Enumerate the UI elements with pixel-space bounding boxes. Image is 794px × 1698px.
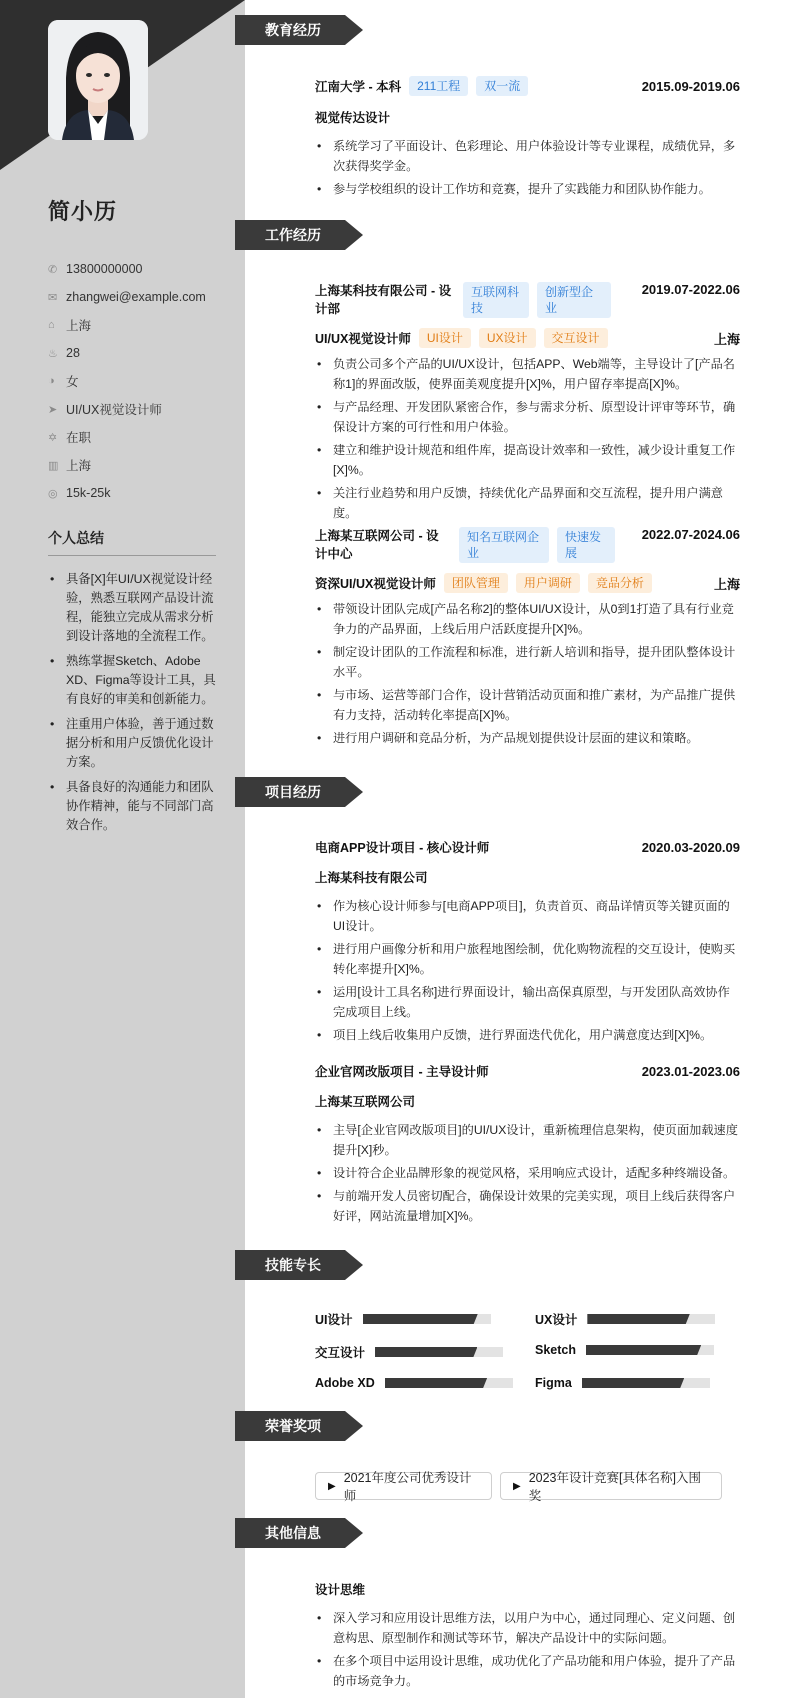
contact-info xyxy=(48,255,206,507)
tag: 竞品分析 xyxy=(588,573,652,593)
education-entry xyxy=(315,76,740,202)
summary-item: • 熟练掌握Sketch、Adobe XD、Figma等设计工具，具有良好的审美和创新能力。 xyxy=(48,652,216,709)
gender-icon: ◑ xyxy=(48,375,55,387)
bullet-item: • 作为核心设计师参与[电商APP项目]，负责首页、商品详情页等关键页面的UI设计。 xyxy=(315,896,740,936)
bullet-item: • 参与学校组织的设计工作坊和竞赛，提升了实践能力和团队协作能力。 xyxy=(315,179,740,199)
tag: 团队管理 xyxy=(444,573,508,593)
bullet-list xyxy=(315,896,740,1045)
skill-ui xyxy=(315,1310,491,1328)
bullet-list xyxy=(315,1120,740,1226)
bullet-item: • 与市场、运营等部门合作，设计营销活动页面和推广素材，为产品推广提供有力支持，活动转化率提高[X]%。 xyxy=(315,685,740,725)
send-icon: ➤ xyxy=(48,403,58,416)
money-icon: ◎ xyxy=(48,487,58,500)
section-title: 项目经历 xyxy=(235,777,345,807)
skill-bar xyxy=(586,1345,714,1355)
info-text: 28 xyxy=(66,346,80,360)
section-title: 技能专长 xyxy=(235,1250,345,1280)
info-status xyxy=(48,423,206,451)
project-title: 电商APP设计项目 - 核心设计师 xyxy=(315,841,490,855)
award-item xyxy=(500,1471,722,1503)
bullet-item: • 进行用户调研和竞品分析，为产品规划提供设计层面的建议和策略。 xyxy=(315,728,740,748)
bullet-item: • 主导[企业官网改版项目]的UI/UX设计，重新梳理信息架构，使页面加载速度提升[X]秒。 xyxy=(315,1120,740,1160)
skill-bar xyxy=(363,1314,491,1324)
section-title: 其他信息 xyxy=(235,1518,345,1548)
candidate-name: 简小历 xyxy=(48,199,118,224)
section-header-projects xyxy=(235,777,345,807)
tag: 交互设计 xyxy=(544,328,608,348)
summary-item: • 具备良好的沟通能力和团队协作精神，能与不同部门高效合作。 xyxy=(48,778,216,835)
section-header-work xyxy=(235,220,345,250)
tag: 创新型企业 xyxy=(537,282,611,318)
bullet-list xyxy=(315,136,740,199)
other-entry xyxy=(315,1580,740,1694)
company-name: 上海某互联网公司 - 设计中心 xyxy=(315,529,439,561)
info-job xyxy=(48,395,206,423)
summary-item: • 具备[X]年UI/UX视觉设计经验，熟悉互联网产品设计流程，能独立完成从需求分析到设计落地的全流程工作。 xyxy=(48,570,216,646)
skill-bar-fill xyxy=(385,1378,487,1388)
section-header-skills xyxy=(235,1250,345,1280)
tag: UX设计 xyxy=(479,328,536,348)
info-text: 15k-25k xyxy=(66,486,111,500)
skill-bar-fill xyxy=(375,1347,477,1357)
divider xyxy=(48,555,216,556)
tag: UI设计 xyxy=(419,328,471,348)
info-text: zhangwei@example.com xyxy=(66,290,206,304)
skill-name: Figma xyxy=(535,1376,572,1390)
bullet-item: • 建立和维护设计规范和组件库，提高设计效率和一致性，减少设计重复工作[X]%。 xyxy=(315,440,740,480)
bullet-item: • 设计符合企业品牌形象的视觉风格，采用响应式设计，适配多种终端设备。 xyxy=(315,1163,740,1183)
skill-bar xyxy=(582,1378,710,1388)
bullet-item: • 负责公司多个产品的UI/UX设计，包括APP、Web端等，主导设计了[产品名称1]的界面改版，使界面美观度提升[X]%，用户留存率提高[X]%。 xyxy=(315,354,740,394)
bullet-item: • 制定设计团队的工作流程和标准，进行新人培训和指导，提升团队整体设计水平。 xyxy=(315,642,740,682)
bullet-item: • 带领设计团队完成[产品名称2]的整体UI/UX设计，从0到1打造了具有行业竞争力的产品界面，上线后用户活跃度提升[X]%。 xyxy=(315,599,740,639)
skill-interaction xyxy=(315,1343,503,1361)
bullet-item: • 关注行业趋势和用户反馈，持续优化产品界面和交互流程，提升用户满意度。 xyxy=(315,483,740,523)
info-age xyxy=(48,339,206,367)
date-range: 2020.03-2020.09 xyxy=(641,839,740,855)
info-work-city xyxy=(48,451,206,479)
skill-bar-fill xyxy=(586,1345,701,1355)
date-range: 2015.09-2019.06 xyxy=(641,78,740,94)
major: 视觉传达设计 xyxy=(315,111,391,125)
section-header-awards xyxy=(235,1411,345,1441)
bullet-list xyxy=(315,599,740,748)
info-text: 在职 xyxy=(66,431,92,445)
project-company: 上海某科技有限公司 xyxy=(315,871,428,885)
cake-icon: ♨ xyxy=(48,347,58,360)
info-text: 女 xyxy=(66,375,79,389)
company-name: 上海某科技有限公司 - 设计部 xyxy=(315,284,452,316)
tag: 快速发展 xyxy=(557,527,615,563)
summary-item: • 注重用户体验，善于通过数据分析和用户反馈优化设计方案。 xyxy=(48,715,216,772)
skill-bar-fill xyxy=(363,1314,478,1324)
skill-name: UX设计 xyxy=(535,1313,578,1327)
award-text: 2023年设计竞赛[具体名称]入围奖 xyxy=(528,1471,701,1503)
tag: 211工程 xyxy=(409,76,468,96)
section-title: 荣誉奖项 xyxy=(235,1411,345,1441)
phone-icon: ✆ xyxy=(48,263,58,276)
job-title: 资深UI/UX视觉设计师 xyxy=(315,577,436,591)
location: 上海 xyxy=(713,576,740,592)
tag: 用户调研 xyxy=(516,573,580,593)
skill-xd xyxy=(315,1376,513,1390)
info-city xyxy=(48,311,206,339)
email-icon: ✉ xyxy=(48,291,58,304)
bullet-item: • 进行用户画像分析和用户旅程地图绘制，优化购物流程的交互设计，使购买转化率提升[X]%。 xyxy=(315,939,740,979)
section-header-other xyxy=(235,1518,345,1548)
bullet-item: • 系统学习了平面设计、色彩理论、用户体验设计等专业课程，成绩优异，多次获得奖学金。 xyxy=(315,136,740,176)
skill-sketch xyxy=(535,1343,714,1357)
project-entry xyxy=(315,1062,740,1229)
project-company: 上海某互联网公司 xyxy=(315,1095,416,1109)
skill-name: UI设计 xyxy=(315,1313,353,1327)
tag: 双一流 xyxy=(476,76,528,96)
avatar xyxy=(48,20,148,140)
section-header-education xyxy=(235,15,345,45)
tag: 互联网科技 xyxy=(463,282,529,318)
date-range: 2023.01-2023.06 xyxy=(641,1063,740,1079)
sidebar xyxy=(0,0,245,1698)
skill-bar xyxy=(375,1347,503,1357)
award-text: 2021年度公司优秀设计师 xyxy=(343,1471,472,1503)
skill-bar-fill xyxy=(587,1314,689,1324)
play-icon: ▶ xyxy=(328,1480,336,1492)
work-entry xyxy=(315,282,740,526)
info-text: 13800000000 xyxy=(66,262,143,276)
skill-bar-fill xyxy=(582,1378,684,1388)
bullet-list xyxy=(315,1608,740,1691)
badge-icon: ✡ xyxy=(48,431,58,444)
summary-list xyxy=(48,570,216,841)
building-icon: ▥ xyxy=(48,459,59,472)
info-text: 上海 xyxy=(66,459,92,473)
bullet-item: • 与前端开发人员密切配合，确保设计效果的完美实现，项目上线后获得客户好评，网站流量增加[X]%。 xyxy=(315,1186,740,1226)
tag: 知名互联网企业 xyxy=(459,527,549,563)
date-range: 2019.07-2022.06 xyxy=(641,282,740,297)
date-range: 2022.07-2024.06 xyxy=(641,527,740,542)
skill-bar xyxy=(385,1378,513,1388)
section-title: 工作经历 xyxy=(235,220,345,250)
home-icon: ⌂ xyxy=(48,319,55,331)
work-entry xyxy=(315,527,740,751)
play-icon: ▶ xyxy=(513,1480,521,1492)
bullet-item: • 在多个项目中运用设计思维，成功优化了产品功能和用户体验，提升了产品的市场竞争力。 xyxy=(315,1651,740,1691)
bullet-list xyxy=(315,354,740,523)
info-email[interactable] xyxy=(48,283,206,311)
award-item xyxy=(315,1471,492,1503)
skill-bar xyxy=(587,1314,715,1324)
school-name: 江南大学 - 本科 xyxy=(315,80,402,94)
info-text: 上海 xyxy=(66,319,92,333)
bullet-item: • 项目上线后收集用户反馈，进行界面迭代优化，用户满意度达到[X]%。 xyxy=(315,1025,740,1045)
skill-name: Adobe XD xyxy=(315,1376,375,1390)
section-title: 教育经历 xyxy=(235,15,345,45)
info-text: UI/UX视觉设计师 xyxy=(66,403,162,417)
other-title: 设计思维 xyxy=(315,1583,366,1597)
skill-figma xyxy=(535,1376,710,1390)
summary-title: 个人总结 xyxy=(48,530,104,546)
main-content xyxy=(245,0,794,1698)
location: 上海 xyxy=(713,331,740,347)
project-title: 企业官网改版项目 - 主导设计师 xyxy=(315,1065,489,1079)
skill-ux xyxy=(535,1310,715,1328)
info-salary xyxy=(48,479,206,507)
bullet-item: • 与产品经理、开发团队紧密合作，参与需求分析、原型设计评审等环节，确保设计方案的可行性和用户体验。 xyxy=(315,397,740,437)
info-gender xyxy=(48,367,206,395)
skill-name: 交互设计 xyxy=(315,1346,366,1360)
info-phone xyxy=(48,255,206,283)
bullet-item: • 深入学习和应用设计思维方法，以用户为中心，通过同理心、定义问题、创意构思、原型制作和测试等环节，解决产品设计中的实际问题。 xyxy=(315,1608,740,1648)
skill-name: Sketch xyxy=(535,1343,576,1357)
job-title: UI/UX视觉设计师 xyxy=(315,332,411,346)
bullet-item: • 运用[设计工具名称]进行界面设计，输出高保真原型，与开发团队高效协作完成项目上线。 xyxy=(315,982,740,1022)
project-entry xyxy=(315,838,740,1048)
